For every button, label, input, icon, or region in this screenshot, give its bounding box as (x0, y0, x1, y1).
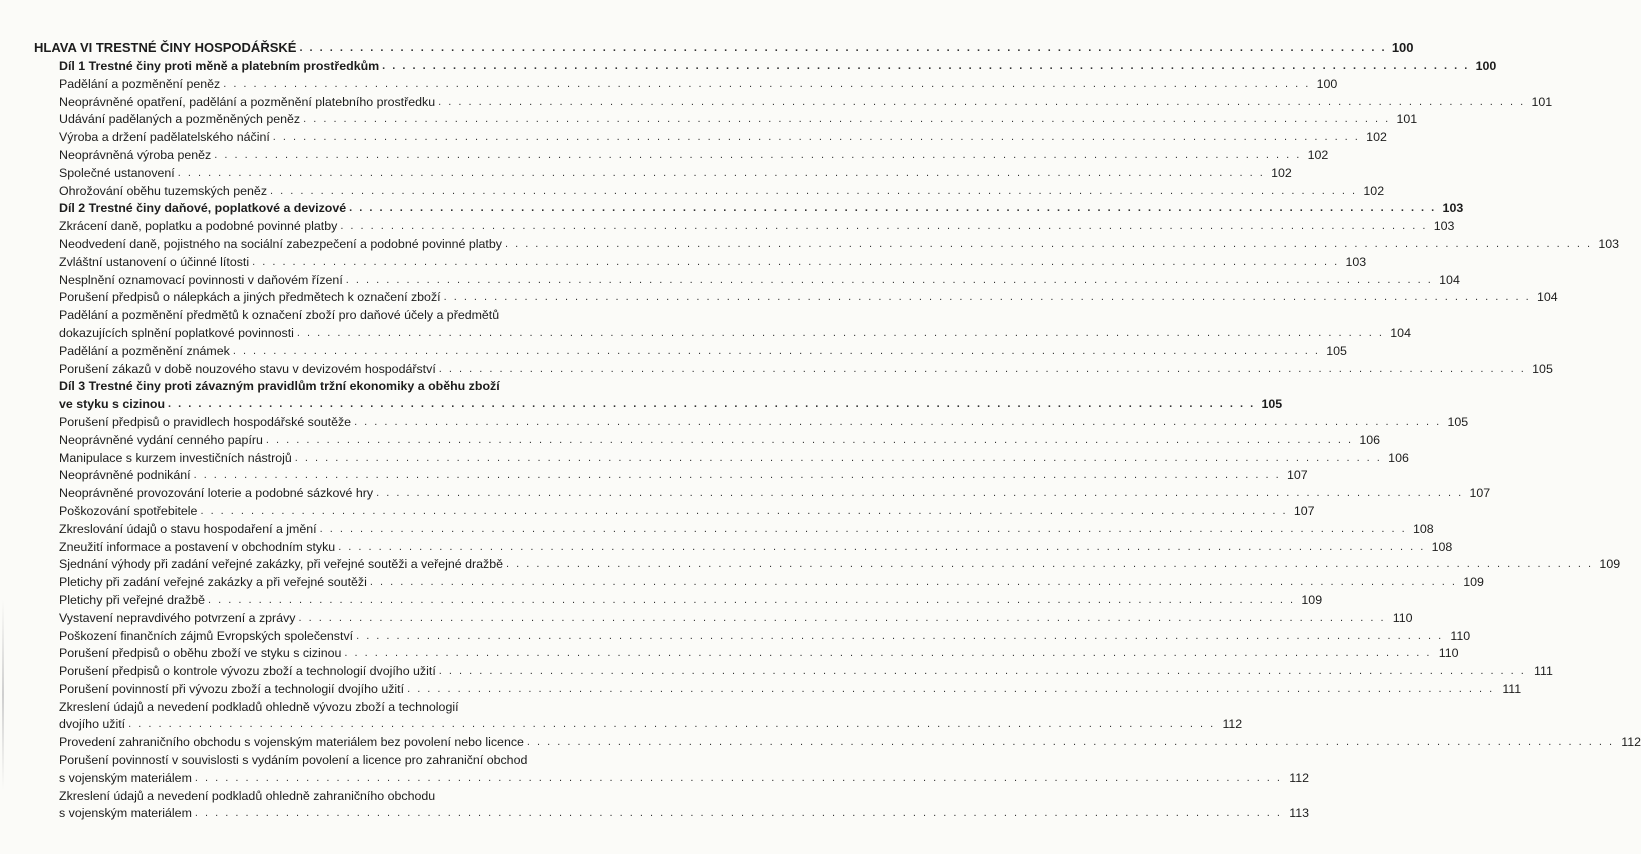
entry-title: Vystavení nepravdivého potvrzení a zprávy (59, 610, 296, 625)
leader-dots (295, 450, 1382, 468)
entry-page-number: 105 (1326, 343, 1347, 358)
entry-page-number: 107 (1293, 503, 1315, 518)
entry-title: Poškozování spotřebitele (59, 503, 198, 518)
entry-page-number: 100 (1316, 76, 1338, 91)
entry-title: dvojího užití (59, 717, 126, 732)
entry-page-number: 103 (1598, 236, 1620, 251)
part-heading[interactable] (34, 378, 1283, 414)
toc-entry[interactable] (34, 485, 1491, 503)
entry-page-number: 102 (1307, 147, 1329, 162)
entry-title-line: Zkreslení údajů a nevedení podkladů ohledně zahraničního obchodu (59, 788, 436, 803)
entry-title: Udávání padělaných a pozměněných peněz (59, 112, 301, 127)
leader-dots (299, 38, 1386, 58)
entry-page-number: 112 (1621, 735, 1641, 750)
leader-dots (356, 628, 1443, 646)
leader-dots (298, 610, 1385, 628)
chapter-page-number: 100 (1391, 40, 1414, 55)
leader-dots (195, 805, 1282, 823)
entry-title: Díl 1 Trestné činy proti měně a platebním prostředkům (59, 59, 380, 73)
leader-dots (344, 645, 1431, 663)
chapter-title: HLAVA VI TRESTNÉ ČINY HOSPODÁŘSKÉ (34, 40, 297, 55)
toc-entry[interactable] (34, 76, 1338, 94)
entry-title: Neodvedení daně, pojistného na sociální zabezpečení a podobné povinné platby (59, 236, 502, 251)
toc-entry[interactable] (34, 521, 1434, 539)
entry-title: Neoprávněné opatření, padělání a pozměnění platebního prostředku (59, 94, 436, 109)
toc-entry[interactable] (34, 574, 1484, 592)
chapter-heading[interactable] (34, 38, 1414, 58)
leader-dots (349, 200, 1436, 218)
leader-dots (200, 503, 1287, 521)
entry-title: Neoprávněné provozování loterie a podobné sázkové hry (59, 486, 374, 501)
leader-dots (303, 111, 1390, 129)
leader-dots (195, 770, 1282, 788)
toc-entry[interactable] (34, 183, 1385, 201)
toc-entry[interactable] (34, 699, 1243, 735)
toc-entry[interactable] (34, 307, 1411, 343)
entry-title-line: Padělání a pozměnění předmětů k označení zboží pro daňové účely a předmětů (59, 308, 500, 323)
entry-page-number: 107 (1469, 486, 1491, 501)
entry-title: Zvláštní ustanovení o účinné lítosti (59, 254, 250, 269)
entry-page-number: 112 (1289, 770, 1309, 785)
toc-entry[interactable] (34, 503, 1315, 521)
entry-page-number: 108 (1413, 521, 1434, 536)
leader-dots (128, 716, 1215, 734)
entry-page-number: 106 (1359, 432, 1380, 447)
entry-title: Zneužití informace a postavení v obchodním styku (59, 539, 336, 554)
leader-dots (439, 361, 1526, 379)
part-heading[interactable] (34, 200, 1464, 218)
entry-title: Výroba a držení padělatelského náčiní (59, 130, 270, 145)
entry-page-number: 109 (1599, 557, 1621, 572)
entry-page-number: 110 (1392, 610, 1413, 625)
entry-page-number: 110 (1438, 646, 1459, 661)
entry-title-line: Zkreslení údajů a nevedení podkladů ohledně vývozu zboží a technologií (59, 699, 459, 714)
toc-entry[interactable] (34, 361, 1553, 379)
toc-entry[interactable] (34, 734, 1641, 752)
entry-page-number: 103 (1433, 219, 1455, 234)
leader-dots (438, 94, 1525, 112)
entry-title: Padělání a pozměnění peněz (59, 76, 221, 91)
toc-entry[interactable] (34, 539, 1453, 557)
entry-page-number: 102 (1363, 183, 1385, 198)
entry-title: Společné ustanovení (59, 165, 175, 180)
table-of-contents (34, 38, 1641, 823)
entry-title: Neoprávněná výroba peněz (59, 147, 212, 162)
entry-page-number: 100 (1475, 59, 1497, 73)
toc-entries (34, 58, 1641, 823)
leader-dots (178, 165, 1265, 183)
entry-title: s vojenským materiálem (59, 806, 192, 821)
entry-page-number: 105 (1532, 361, 1553, 376)
entry-page-number: 112 (1222, 717, 1243, 732)
entry-page-number: 111 (1534, 664, 1553, 679)
entry-title: Manipulace s kurzem investičních nástrojů (59, 450, 292, 465)
entry-page-number: 111 (1502, 681, 1522, 696)
entry-page-number: 104 (1536, 290, 1558, 305)
entry-page-number: 108 (1431, 539, 1453, 554)
entry-page-number: 110 (1450, 628, 1471, 643)
toc-entry[interactable] (34, 414, 1469, 432)
part-heading[interactable] (34, 58, 1497, 76)
toc-entry[interactable] (34, 111, 1418, 129)
entry-page-number: 113 (1289, 806, 1309, 821)
entry-page-number: 103 (1345, 254, 1367, 269)
toc-entry[interactable] (34, 610, 1413, 628)
entry-page-number: 107 (1286, 468, 1308, 483)
entry-title: s vojenským materiálem (59, 770, 192, 785)
toc-entry[interactable] (34, 556, 1621, 574)
entry-page-number: 101 (1396, 112, 1418, 127)
toc-entry[interactable] (34, 289, 1558, 307)
entry-title: Pletichy při zadání veřejné zakázky a při veřejné soutěži (59, 575, 367, 590)
leader-dots (208, 592, 1295, 610)
leader-dots (168, 396, 1255, 414)
toc-entry[interactable] (34, 432, 1380, 450)
leader-dots (252, 254, 1339, 272)
entry-title: Neoprávněné vydání cenného papíru (59, 432, 263, 447)
leader-dots (354, 414, 1441, 432)
leader-dots (338, 539, 1425, 557)
toc-entry[interactable] (34, 165, 1292, 183)
toc-entry[interactable] (34, 94, 1553, 112)
entry-page-number: 104 (1439, 272, 1460, 287)
leader-dots (270, 183, 1357, 201)
leader-dots (527, 734, 1614, 752)
entry-page-number: 103 (1442, 201, 1464, 216)
entry-title: Ohrožování oběhu tuzemských peněz (59, 183, 268, 198)
leader-dots (223, 76, 1310, 94)
entry-title: Pletichy při veřejné dražbě (59, 592, 206, 607)
scan-edge-shadow (2, 600, 4, 790)
toc-entry[interactable] (34, 236, 1620, 254)
entry-title: ve styku s cizinou (59, 397, 166, 412)
entry-page-number: 109 (1463, 575, 1484, 590)
entry-title: Nesplnění oznamovací povinnosti v daňovém řízení (59, 272, 343, 287)
entry-title: Zkreslování údajů o stavu hospodaření a jmění (59, 521, 317, 536)
toc-entry[interactable] (34, 788, 1309, 824)
leader-dots (297, 325, 1384, 343)
toc-entry[interactable] (34, 752, 1309, 788)
toc-entry[interactable] (34, 272, 1460, 290)
entry-title: Sjednání výhody při zadání veřejné zakázky, při veřejné soutěži a veřejné dražbě (59, 557, 504, 572)
entry-page-number: 102 (1271, 165, 1292, 180)
entry-page-number: 104 (1390, 325, 1411, 340)
leader-dots (214, 147, 1301, 165)
leader-dots (340, 218, 1427, 236)
toc-entry[interactable] (34, 218, 1455, 236)
toc-entry[interactable] (34, 681, 1522, 699)
entry-page-number: 101 (1531, 94, 1553, 109)
entry-title: Porušení zákazů v době nouzového stavu v devizovém hospodářství (59, 361, 436, 376)
entry-title-line: Díl 3 Trestné činy proti závazným pravidlům tržní ekonomiky a oběhu zboží (59, 379, 500, 394)
entry-title: Porušení předpisů o nálepkách a jiných předmětech k označení zboží (59, 290, 441, 305)
entry-title: Porušení povinností při vývozu zboží a technologií dvojího užití (59, 681, 405, 696)
leader-dots (407, 681, 1494, 699)
toc-entry[interactable] (34, 254, 1367, 272)
entry-title: Neoprávněné podnikání (59, 468, 191, 483)
leader-dots (266, 432, 1353, 450)
leader-dots (444, 289, 1531, 307)
entry-page-number: 102 (1366, 130, 1387, 145)
entry-title: Díl 2 Trestné činy daňové, poplatkové a devizové (59, 201, 347, 216)
leader-dots (346, 272, 1433, 290)
leader-dots (506, 556, 1593, 574)
entry-title: Porušení předpisů o pravidlech hospodářské soutěže (59, 414, 352, 429)
entry-page-number: 105 (1447, 414, 1469, 429)
leader-dots (194, 467, 1281, 485)
toc-entry[interactable] (34, 450, 1409, 468)
entry-title: Poškození finančních zájmů Evropských společenství (59, 628, 354, 643)
leader-dots (370, 574, 1457, 592)
entry-title: Porušení předpisů o oběhu zboží ve styku s cizinou (59, 646, 342, 661)
entry-page-number: 109 (1301, 592, 1323, 607)
leader-dots (273, 129, 1360, 147)
leader-dots (382, 58, 1469, 76)
entry-title: Provedení zahraničního obchodu s vojenským materiálem bez povolení nebo licence (59, 735, 524, 750)
entry-page-number: 106 (1388, 450, 1409, 465)
toc-entry[interactable] (34, 343, 1347, 361)
entry-title: Porušení předpisů o kontrole vývozu zboží a technologií dvojího užití (59, 664, 436, 679)
leader-dots (505, 236, 1592, 254)
entry-title: dokazujících splnění poplatkové povinnosti (59, 325, 294, 340)
toc-entry[interactable] (34, 592, 1323, 610)
toc-entry[interactable] (34, 628, 1471, 646)
entry-page-number: 105 (1261, 397, 1283, 412)
toc-entry[interactable] (34, 645, 1459, 663)
entry-title-line: Porušení povinností v souvislosti s vydáním povolení a licence pro zahraniční obchod (59, 753, 528, 768)
toc-entry[interactable] (34, 129, 1387, 147)
leader-dots (376, 485, 1463, 503)
leader-dots (320, 521, 1407, 539)
leader-dots (439, 663, 1526, 681)
toc-entry[interactable] (34, 663, 1553, 681)
entry-title: Padělání a pozměnění známek (59, 343, 230, 358)
toc-entry[interactable] (34, 147, 1329, 165)
entry-title: Zkrácení daně, poplatku a podobné povinné platby (59, 219, 338, 234)
leader-dots (233, 343, 1320, 361)
toc-entry[interactable] (34, 467, 1308, 485)
